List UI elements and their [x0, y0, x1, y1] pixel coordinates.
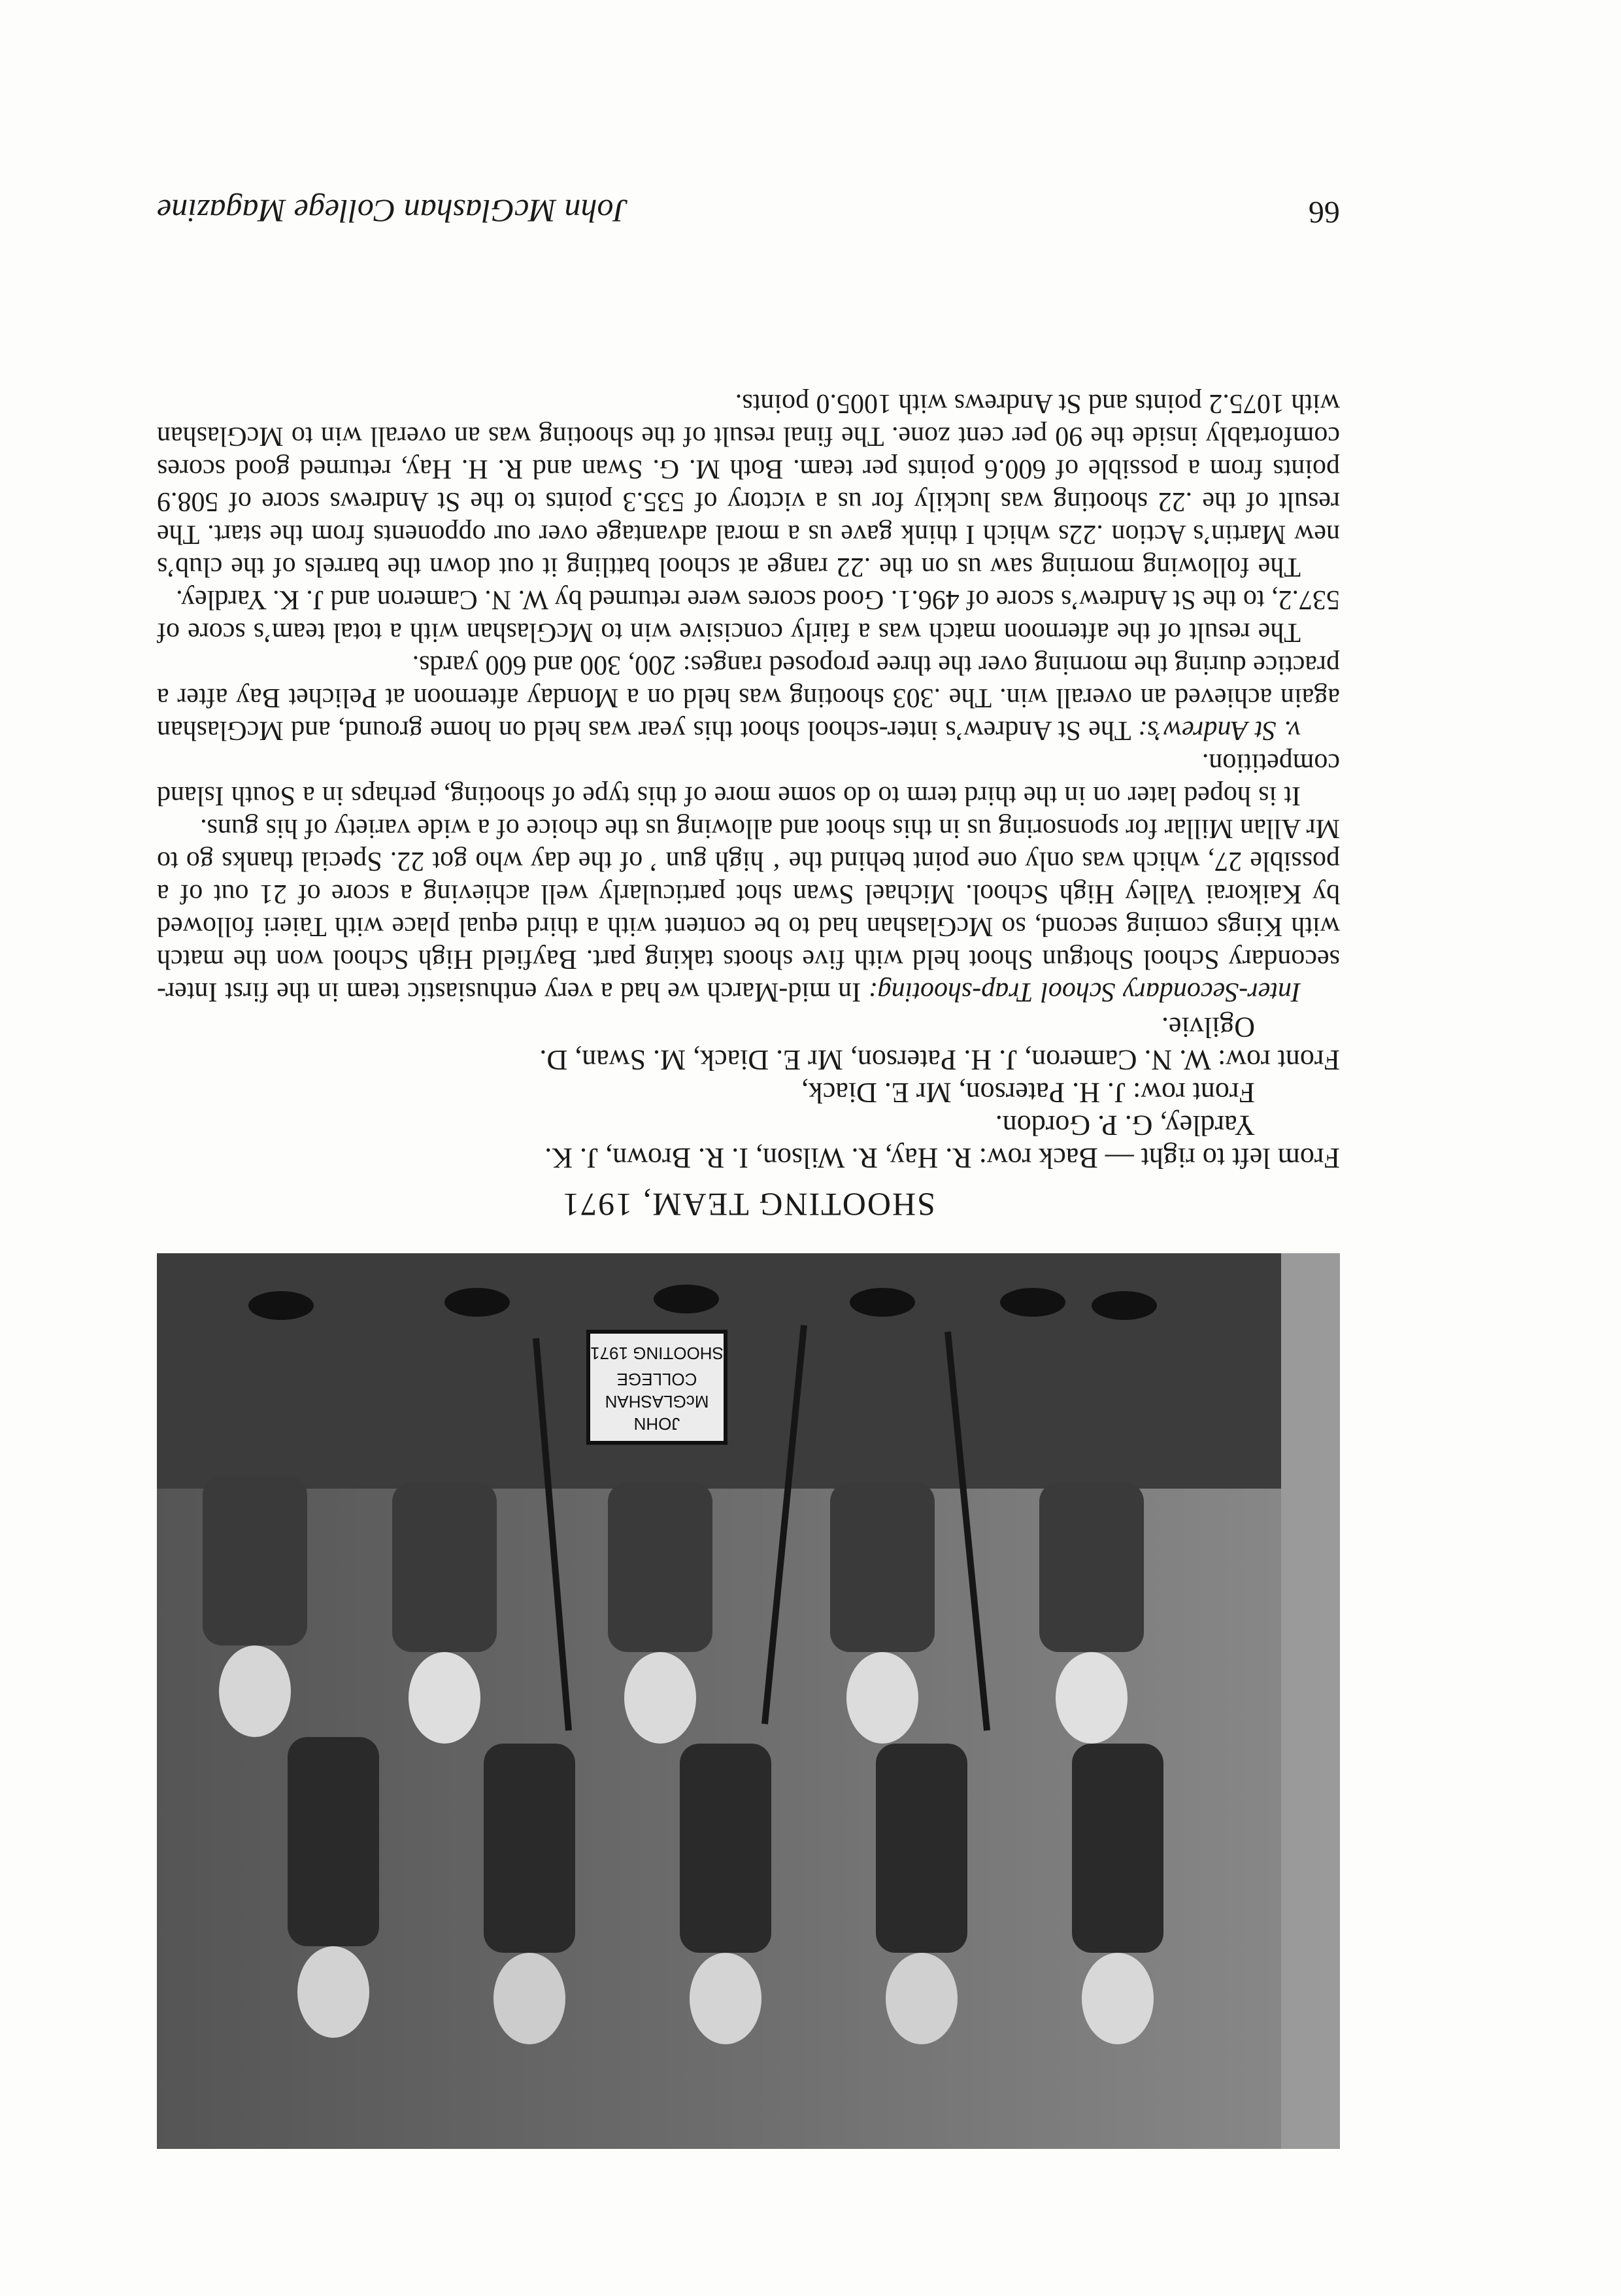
sign-line: McGLASHAN — [605, 1392, 709, 1411]
team-photo — [157, 1253, 1340, 2149]
article-paragraph: The following morning saw us on the .22 range at school battling it out down the barrels of the club’s new Martin’s Action .22s which I think gave us a moral advantage over our opponents from the start. The result of the .22 shooting was luckily for us a victory of 535.3 points to the St Andrews score of 508.9 points from a possible of 600.6 points per team. Both M. G. Swan and R. H. Hay, returned good scores comfortably inside the 90 per cent zone. The final result of the shooting was an overall win to McGlashan with 1075.2 points and St Andrews with 1005.0 points. — [157, 388, 1340, 582]
paragraph-text: In mid-March we had a very enthusiastic team in the first Inter-secondary School Shotgun Shoot held with five shoots taking part. Bayfield High School won the match with Kings coming second, so McGlashan had to be content with a third equal place with Taieri followed by Kaikorai Valley High School. Michael Swan shot particularly well achieving a score of 21 out of a possible 27, which was only one point behind the ‘ high gun ’ of the day who got 22. Special thanks go to Mr Allan Millar for sponsoring us in this shoot and allowing us the choice of a wide variety of his guns. — [157, 813, 1340, 1007]
page-number: 66 — [1309, 195, 1340, 229]
caption-line: Front row: J. H. Paterson, Mr E. Diack, — [801, 1077, 1255, 1109]
caption-line: Ogilvie. — [1161, 1011, 1255, 1043]
team-photo-drawing — [157, 1253, 1340, 2149]
section-heading: Inter-Secondary School Trap-shooting: — [868, 977, 1301, 1007]
paragraph-text: The St Andrew’s inter-school shoot this year was held on home ground, and McGlashan again achieved an overall win. The .303 shooting was held on a Monday afternoon at Pelichet Bay after a practice during the morning over the three proposed ranges: 200, 300 and 600 yards. — [157, 650, 1340, 745]
article-paragraph: It is hoped later on in the third term to do some more of this type of shooting, perhaps in a South Island competition. — [157, 748, 1340, 811]
running-head — [157, 184, 1340, 230]
sign-line: JOHN — [633, 1414, 680, 1434]
caption-line: From left to right — Back row: R. Hay, R. Wilson, I. R. Brown, J. K. — [544, 1142, 1340, 1174]
section-heading: v. St Andrew’s: — [1138, 715, 1301, 745]
article-paragraph: The result of the afternoon match was a fairly concisive win to McGlashan with a total team’s score of 537.2, to the St Andrew’s score of 496.1. Good scores were returned by W. N. Cameron and J. K. Yardley. — [157, 584, 1340, 647]
article-paragraph — [157, 649, 1340, 747]
sign-line: COLLEGE — [616, 1370, 697, 1389]
article-paragraph — [157, 812, 1340, 1008]
caption-line: Yardley, G. P. Gordon. — [995, 1109, 1255, 1141]
caption-line: Front row: W. N. Cameron, J. H. Paterson, Mr E. Diack, M. Swan, D. — [539, 1044, 1340, 1076]
magazine-title: John McGlashan College Magazine — [157, 193, 628, 229]
sign-line: SHOOTING 1971 — [590, 1343, 724, 1363]
photo-caption-title: SHOOTING TEAM, 1971 — [561, 1187, 935, 1223]
article-body — [157, 387, 1340, 1008]
